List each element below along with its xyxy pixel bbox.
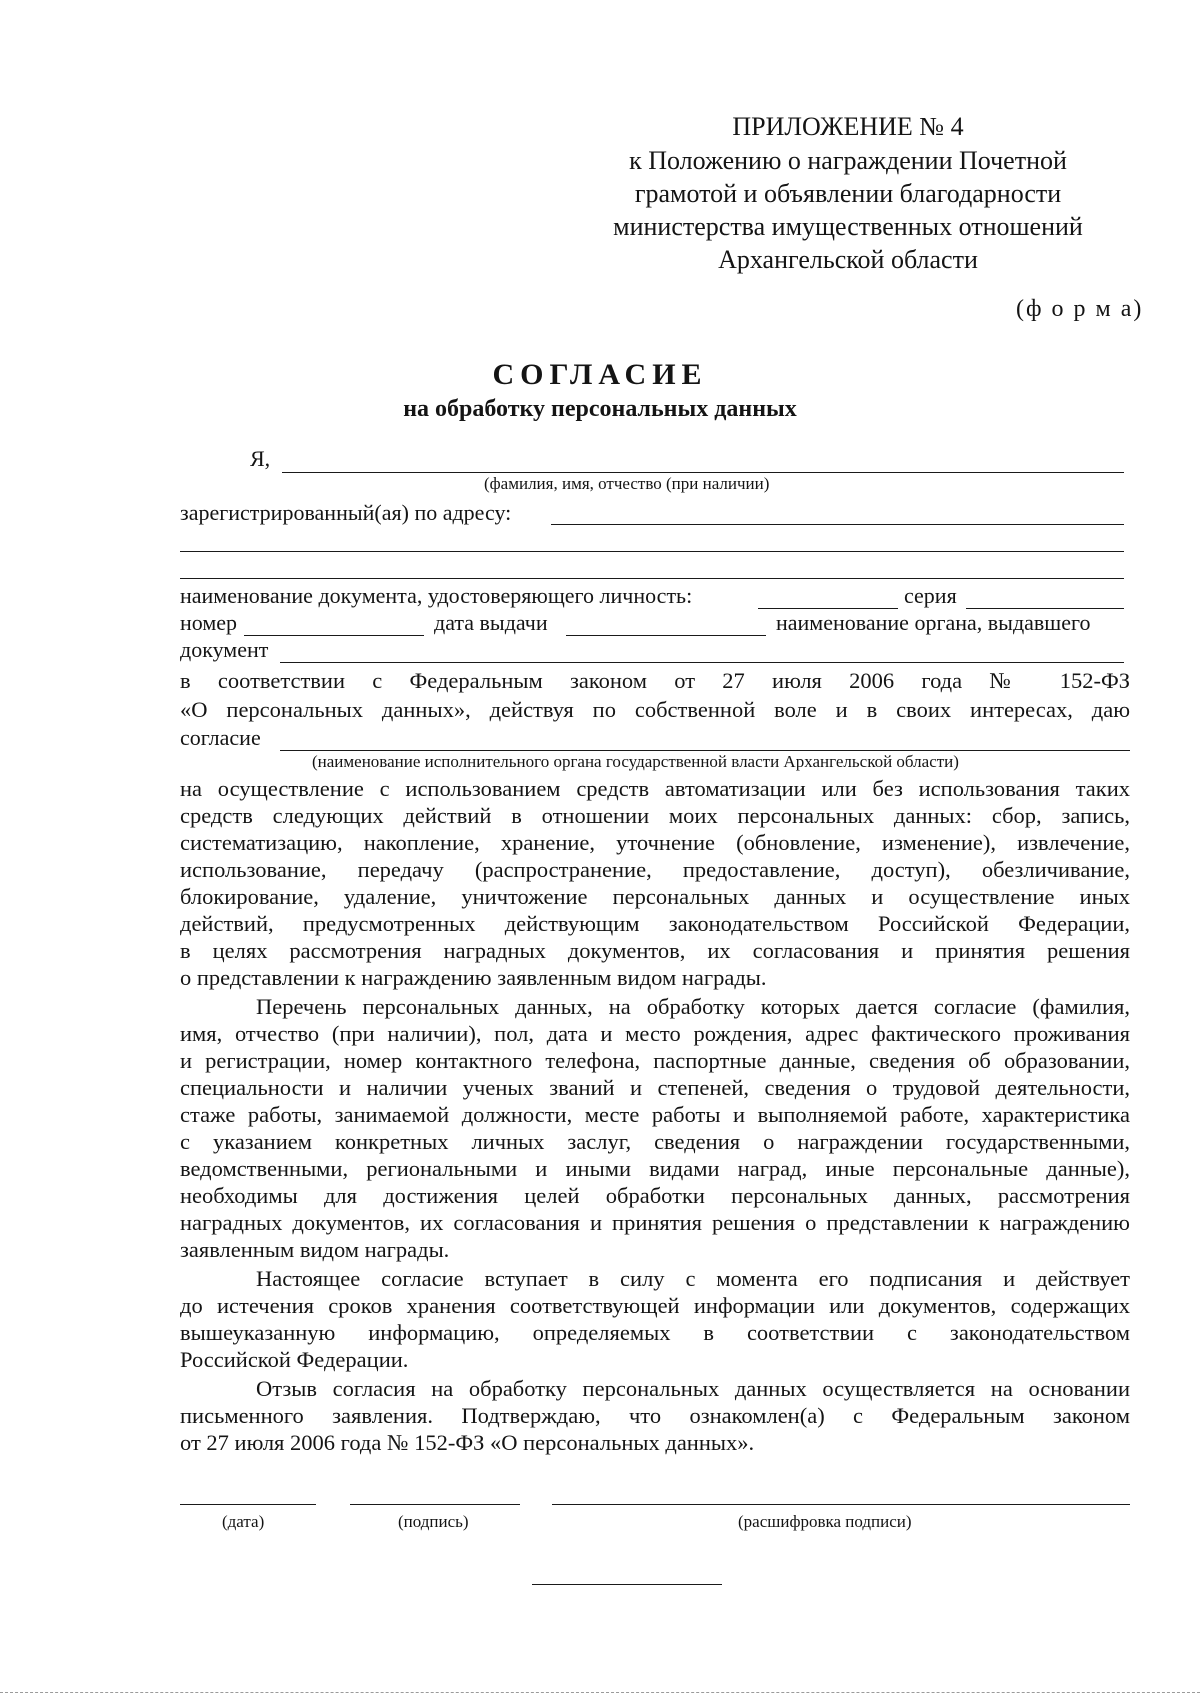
organ-field-line[interactable] xyxy=(280,750,1130,751)
fio-field-line[interactable] xyxy=(282,472,1124,473)
paragraph-line: использование, передачу (распространение, предоставление, доступ), обезличивание, xyxy=(180,857,1130,882)
paragraph-line: Отзыв согласия на обработку персональных данных осуществляется на основании xyxy=(256,1376,1130,1401)
paragraph-line: ведомственными, региональными и иными видами наград, иные персональные данные), xyxy=(180,1156,1130,1181)
consent-label: согласие xyxy=(180,725,261,750)
paragraph-line: с указанием конкретных личных заслуг, сведения о награждении государственными, xyxy=(180,1129,1130,1154)
paragraph-line: Российской Федерации. xyxy=(180,1347,409,1372)
paragraph-line: необходимы для достижения целей обработки персональных данных, рассмотрения xyxy=(180,1183,1130,1208)
paragraph-line: средств следующих действий в отношении моих персональных данных: сбор, запись, xyxy=(180,803,1130,828)
paragraph-line: о представлении к награждению заявленным видом награды. xyxy=(180,965,767,990)
series-field-line[interactable] xyxy=(966,608,1124,609)
consent-line: в соответствии с Федеральным законом от 27 июля 2006 года № 152-ФЗ xyxy=(180,668,1130,693)
signature-hint: (подпись) xyxy=(398,1512,469,1531)
doc-name-label: наименование документа, удостоверяющего личность: xyxy=(180,583,693,608)
appendix-number: ПРИЛОЖЕНИЕ № 4 xyxy=(732,112,964,141)
paragraph-line: Настоящее согласие вступает в силу с момента его подписания и действует xyxy=(256,1266,1130,1291)
paragraph-line: специальности и наличии ученых званий и степеней, сведения о трудовой деятельности, xyxy=(180,1075,1130,1100)
consent-line: «О персональных данных», действуя по собственной воле и в своих интересах, даю xyxy=(180,697,1130,722)
fio-hint: (фамилия, имя, отчество (при наличии) xyxy=(484,474,770,493)
appendix-line: грамотой и объявлении благодарности xyxy=(634,179,1062,208)
paragraph-line: стаже работы, занимаемой должности, месте работы и выполняемой работе, характеристика xyxy=(180,1102,1130,1127)
issuer-label: наименование органа, выдавшего xyxy=(776,610,1091,635)
series-label: серия xyxy=(904,583,957,608)
appendix-line: к Положению о награждении Почетной xyxy=(629,146,1067,175)
address-label: зарегистрированный(ая) по адресу: xyxy=(180,500,512,525)
paragraph-line: заявленным видом награды. xyxy=(180,1237,450,1262)
issuer-field-line[interactable] xyxy=(280,662,1124,663)
document-label: документ xyxy=(180,637,269,662)
number-field-line[interactable] xyxy=(244,635,424,636)
paragraph-line: на осуществление с использованием средств автоматизации или без использования таких xyxy=(180,776,1130,801)
appendix-line: министерства имущественных отношений xyxy=(613,212,1083,241)
paragraph-line: до истечения сроков хранения соответствующей информации или документов, содержащих xyxy=(180,1293,1130,1318)
issue-date-label: дата выдачи xyxy=(434,610,548,635)
paragraph-line: блокирование, удаление, уничтожение персональных данных и осуществление иных xyxy=(180,884,1130,909)
i-label: Я, xyxy=(250,446,271,471)
paragraph-line: от 27 июля 2006 года № 152-ФЗ «О персональных данных». xyxy=(180,1430,755,1455)
paragraph-line: и регистрации, номер контактного телефона, паспортные данные, сведения об образовании, xyxy=(180,1048,1130,1073)
address-field-line-2[interactable] xyxy=(180,551,1124,552)
scan-edge-line xyxy=(0,1692,1200,1693)
signature-field-line[interactable] xyxy=(350,1504,520,1505)
paragraph-line: Перечень персональных данных, на обработку которых дается согласие (фамилия, xyxy=(256,994,1130,1019)
date-hint: (дата) xyxy=(222,1512,265,1531)
date-field-line[interactable] xyxy=(180,1504,316,1505)
paragraph-line: имя, отчество (при наличии), пол, дата и место рождения, адрес фактического проживания xyxy=(180,1021,1130,1046)
closing-rule xyxy=(532,1584,722,1585)
form-note: (ф о р м а) xyxy=(1016,296,1144,322)
signature-decode-hint: (расшифровка подписи) xyxy=(738,1512,912,1531)
document-title: СОГЛАСИЕ xyxy=(492,358,708,391)
address-field-line[interactable] xyxy=(551,524,1124,525)
paragraph-line: вышеуказанную информацию, определяемых в соответствии с законодательством xyxy=(180,1320,1130,1345)
paragraph-line: действий, предусмотренных действующим законодательством Российской Федерации, xyxy=(180,911,1130,936)
paragraph-line: систематизацию, накопление, хранение, уточнение (обновление, изменение), извлечение, xyxy=(180,830,1130,855)
issue-date-field-line[interactable] xyxy=(566,635,766,636)
address-field-line-3[interactable] xyxy=(180,578,1124,579)
document-subtitle: на обработку персональных данных xyxy=(403,396,797,422)
signature-decode-field-line[interactable] xyxy=(552,1504,1130,1505)
paragraph-line: наградных документов, их согласования и принятия решения о представлении к награждению xyxy=(180,1210,1130,1235)
appendix-line: Архангельской области xyxy=(718,245,978,274)
number-label: номер xyxy=(180,610,238,635)
paragraph-line: в целях рассмотрения наградных документов, их согласования и принятия решения xyxy=(180,938,1130,963)
paragraph-line: письменного заявления. Подтверждаю, что ознакомлен(а) с Федеральным законом xyxy=(180,1403,1130,1428)
organ-hint: (наименование исполнительного органа государственной власти Архангельской области) xyxy=(312,752,959,771)
doc-name-field-line[interactable] xyxy=(758,608,898,609)
